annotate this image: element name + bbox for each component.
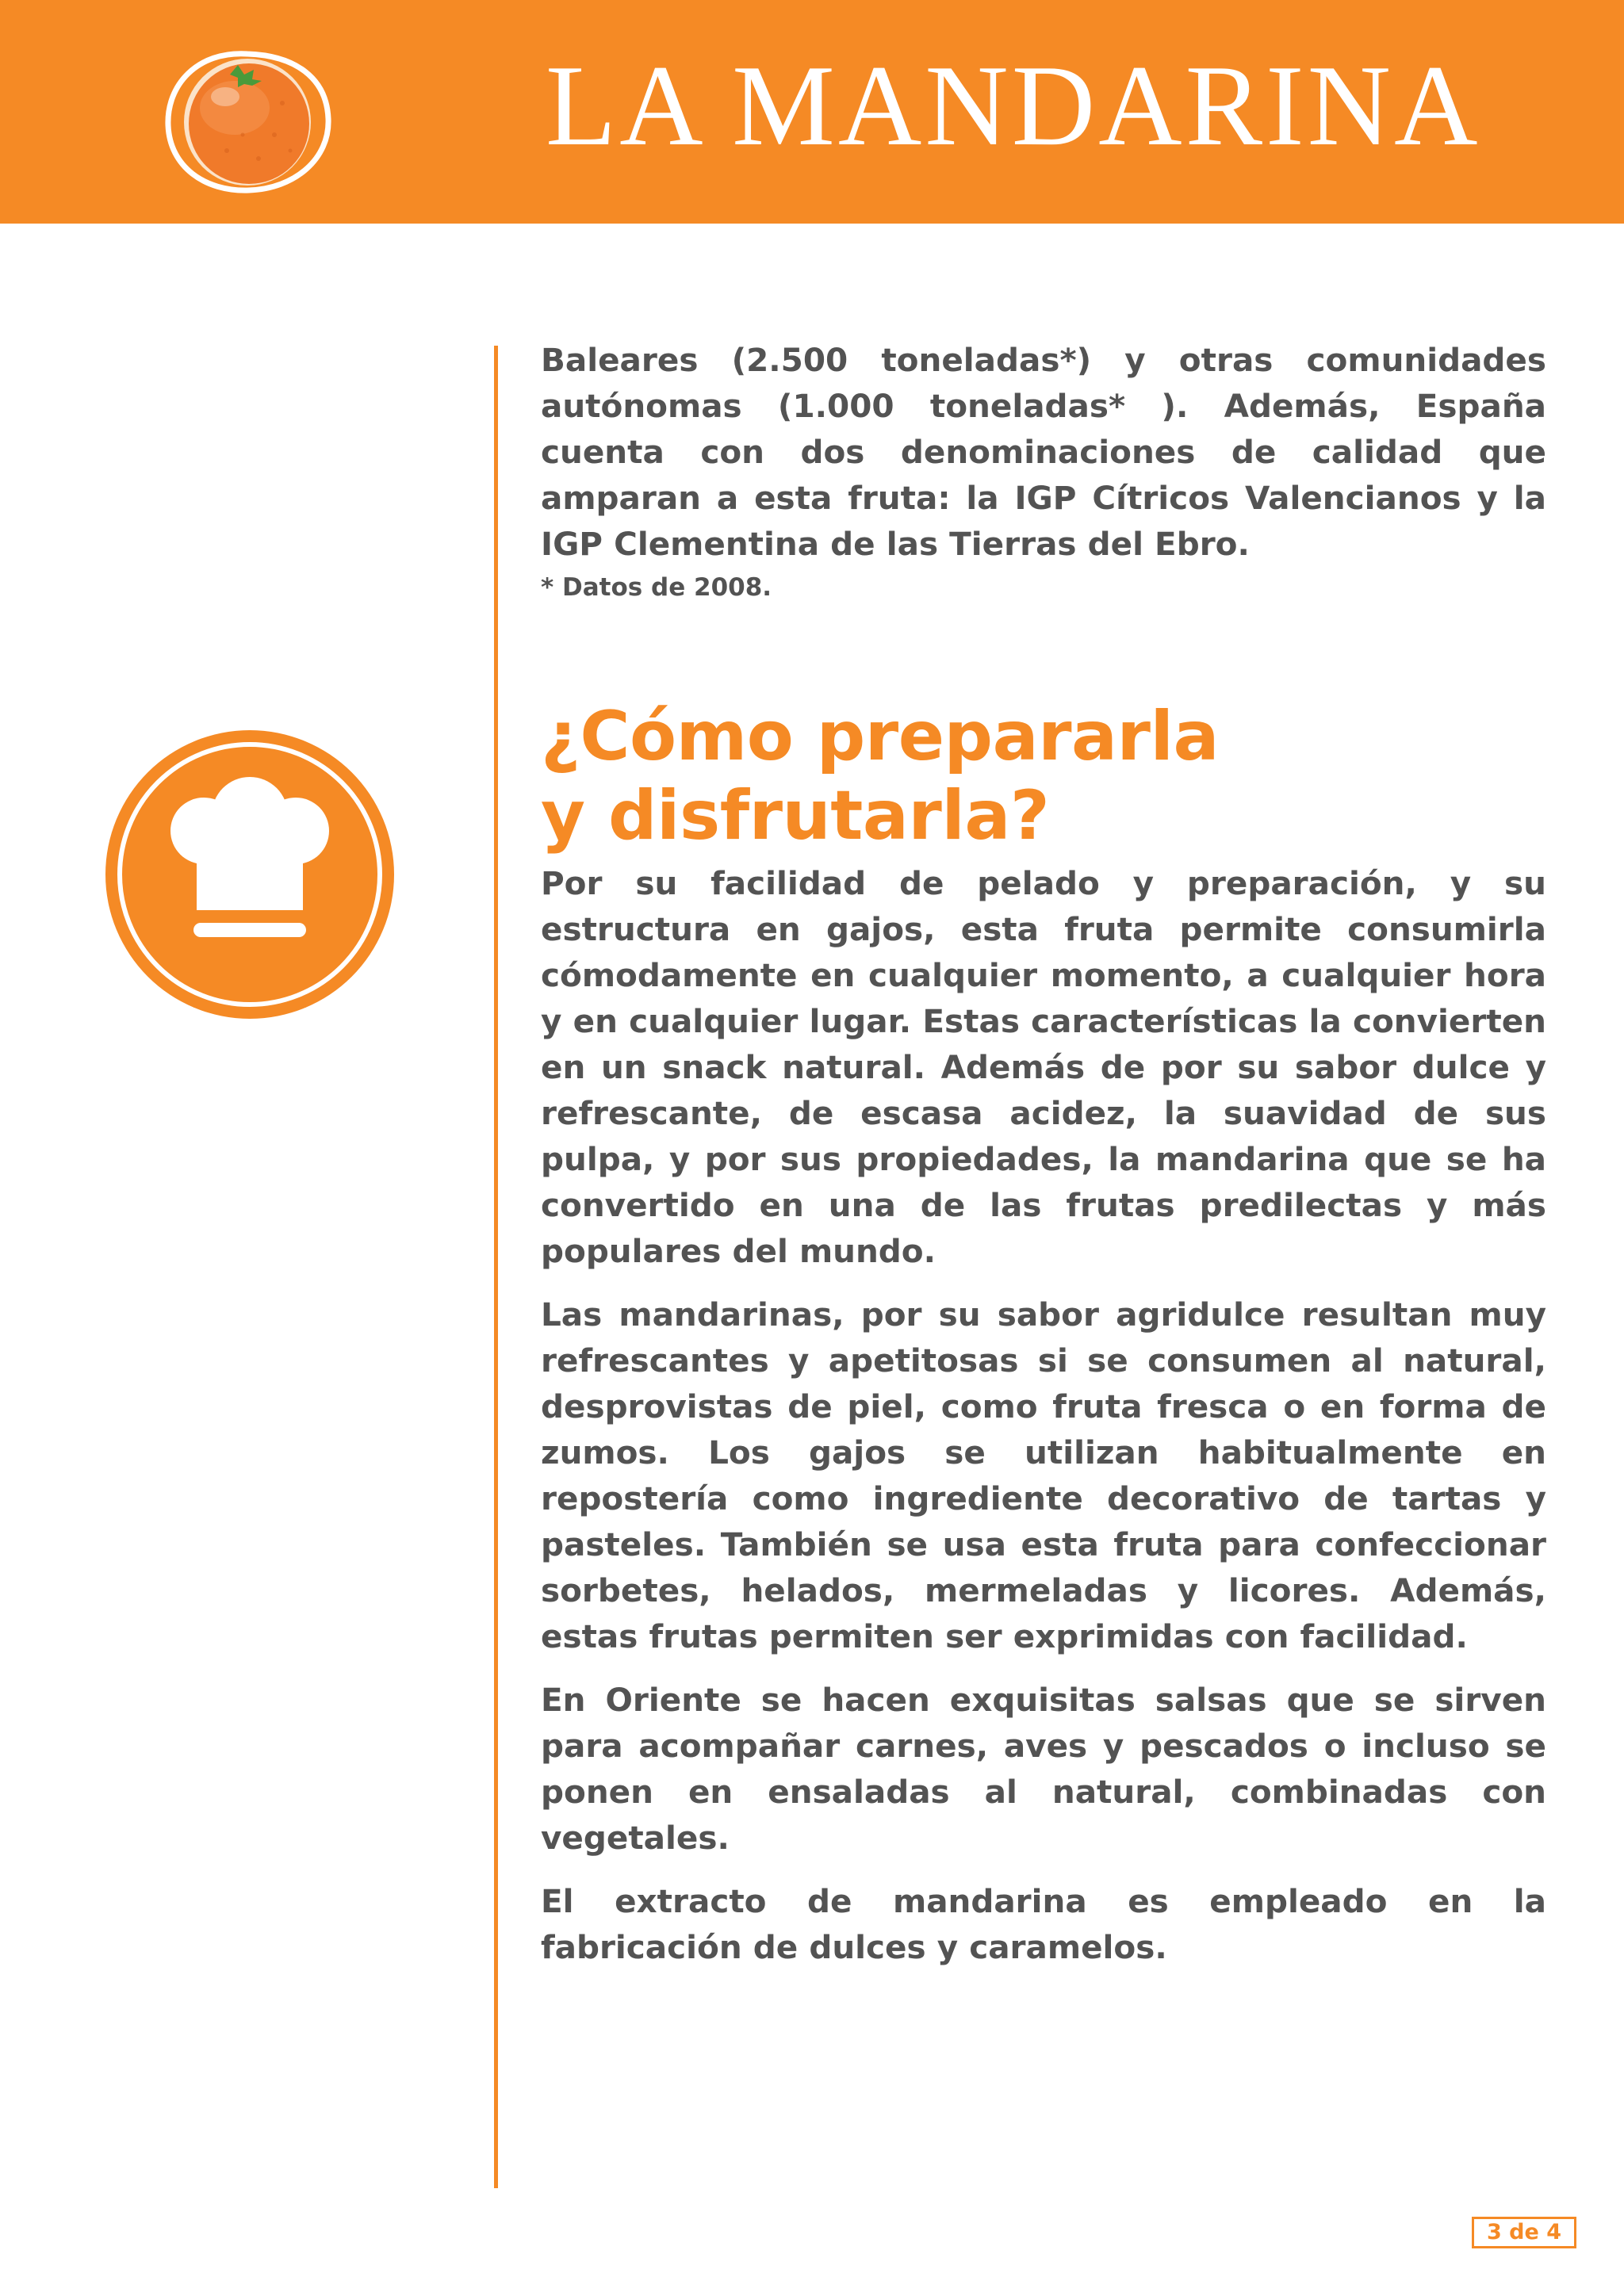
mandarin-icon	[155, 40, 339, 198]
vertical-divider	[494, 346, 498, 2188]
section-title	[541, 697, 1546, 855]
section-title-line-1: ¿Cómo prepararla	[541, 697, 1219, 776]
section-paragraph: En Oriente se hacen exquisitas salsas que se sirven para acompañar carnes, aves y pescados o incluso se ponen en ensaladas al natural, combinadas con vegetales.	[541, 1681, 1546, 1857]
main-content	[541, 337, 1546, 1988]
section-title-line-2: y disfrutarla?	[541, 776, 1050, 855]
page-title: LA MANDARINA	[546, 41, 1481, 170]
intro-paragraph: Baleares (2.500 toneladas*) y otras comunidades autónomas (1.000 toneladas* ). Además, España cuenta con dos denominaciones de calidad que amparan a esta fruta: la IGP Cítricos Valencianos y la IGP Clementina de las Tierras del Ebro.	[541, 341, 1546, 563]
chef-hat-icon	[103, 728, 396, 1021]
data-footnote: * Datos de 2008.	[541, 573, 772, 602]
section-paragraph: El extracto de mandarina es empleado en la fabricación de dulces y caramelos.	[541, 1882, 1546, 1966]
section-paragraph: Por su facilidad de pelado y preparación, y su estructura en gajos, esta fruta permite consumirla cómodamente en cualquier momento, a cualquier hora y en cualquier lugar. Estas características la convierten en un snack natural. Además de por su sabor dulce y refrescante, de escasa acidez, la suavidad de sus pulpa, y por sus propiedades, la mandarina que se ha convertido en una de las frutas predilectas y más populares del mundo.	[541, 864, 1546, 1270]
page-number-badge: 3 de 4	[1472, 2217, 1576, 2248]
page-header	[0, 0, 1624, 224]
section-paragraph: Las mandarinas, por su sabor agridulce resultan muy refrescantes y apetitosas si se consumen al natural, desprovistas de piel, como fruta fresca o en forma de zumos. Los gajos se utilizan habitualmente en repostería como ingrediente decorativo de tartas y pasteles. También se usa esta fruta para confeccionar sorbetes, helados, mermeladas y licores. Además, estas frutas permiten ser exprimidas con facilidad.	[541, 1295, 1546, 1655]
